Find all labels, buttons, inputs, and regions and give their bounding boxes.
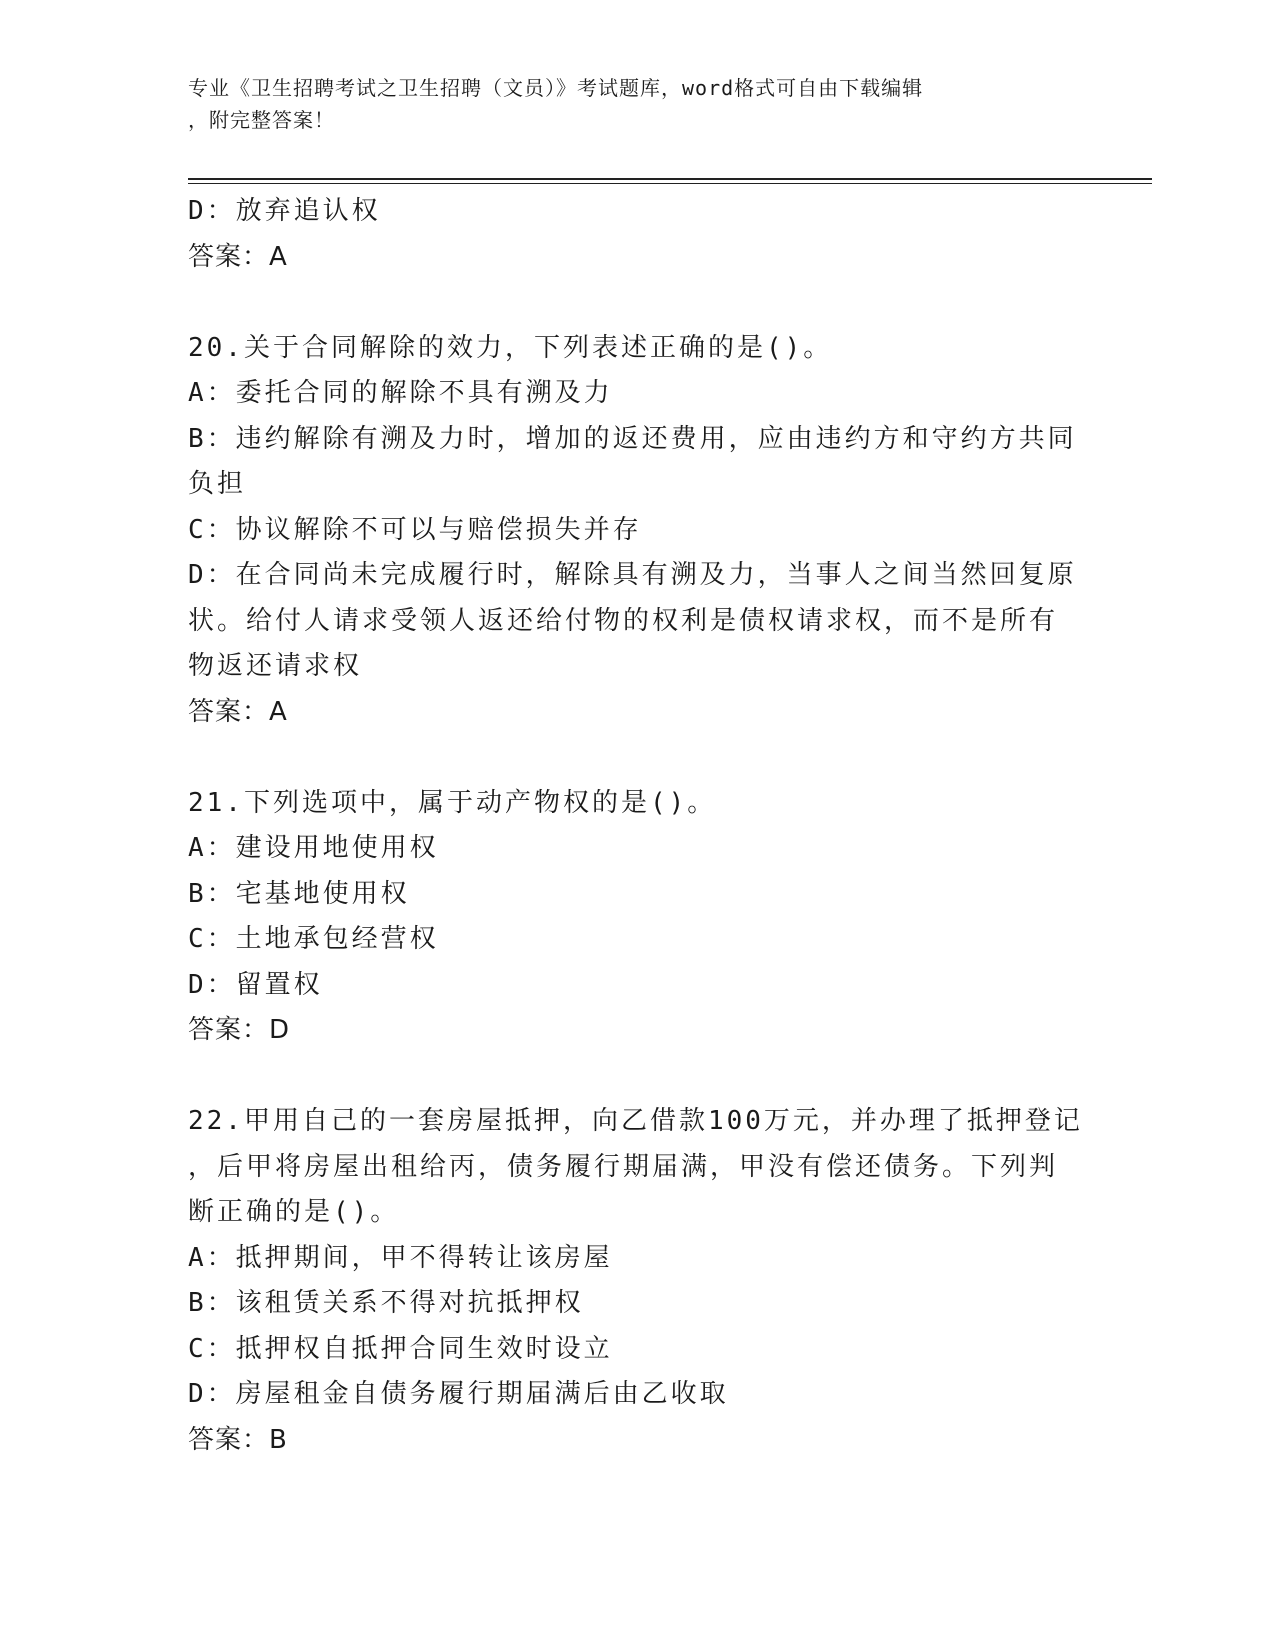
option-a: A：建设用地使用权 — [188, 833, 439, 863]
option-b: B：宅基地使用权 — [188, 878, 410, 909]
document-header — [188, 72, 1068, 136]
answer-line: 答案：D — [188, 1015, 291, 1045]
header-divider-thin — [188, 183, 1152, 184]
spacer — [188, 735, 1088, 781]
document-body — [188, 189, 1088, 1463]
question-22 — [188, 1099, 1088, 1463]
option-d: D：在合同尚未完成履行时，解除具有溯及力，当事人之间当然回复原 — [188, 560, 1077, 590]
option-d: D：房屋租金自债务履行期届满后由乙收取 — [188, 1379, 729, 1409]
question-stem: 21.下列选项中，属于动产物权的是()。 — [188, 787, 717, 818]
answer-line: 答案：A — [188, 696, 288, 727]
header-divider-thick — [188, 178, 1152, 180]
spacer — [188, 280, 1088, 326]
answer-line: 答案：B — [188, 1424, 288, 1455]
header-line-2: ，附完整答案！ — [188, 108, 335, 132]
option-b: B：该租赁关系不得对抗抵押权 — [188, 1288, 584, 1318]
question-stem: 22.甲用自己的一套房屋抵押，向乙借款100万元，并办理了抵押登记 — [188, 1106, 1083, 1136]
option-c: C：抵押权自抵押合同生效时设立 — [188, 1333, 613, 1364]
option-d-continued: 物返还请求权 — [188, 651, 363, 681]
previous-question-tail — [188, 189, 1088, 280]
option-b-continued: 负担 — [188, 469, 247, 499]
question-21 — [188, 781, 1088, 1054]
option-a: A：抵押期间，甲不得转让该房屋 — [188, 1242, 613, 1273]
header-line-1: 专业《卫生招聘考试之卫生招聘（文员）》考试题库，word格式可自由下载编辑 — [188, 76, 924, 100]
option-a: A：委托合同的解除不具有溯及力 — [188, 378, 613, 408]
question-stem-continued: 断正确的是()。 — [188, 1197, 400, 1227]
option-c: C：协议解除不可以与赔偿损失并存 — [188, 514, 642, 545]
spacer — [188, 1054, 1088, 1100]
option-b: B：违约解除有溯及力时，增加的返还费用，应由违约方和守约方共同 — [188, 423, 1077, 454]
option-d-continued: 状。给付人请求受领人返还给付物的权利是债权请求权，而不是所有 — [188, 605, 1059, 636]
answer-line: 答案：A — [188, 241, 288, 272]
option-c: C：土地承包经营权 — [188, 924, 439, 954]
question-stem: 20.关于合同解除的效力，下列表述正确的是()。 — [188, 332, 833, 363]
question-20 — [188, 326, 1088, 736]
question-stem-continued: ，后甲将房屋出租给丙，债务履行期届满，甲没有偿还债务。下列判 — [188, 1151, 1059, 1182]
option-d: D：留置权 — [188, 969, 323, 1000]
option-d: D：放弃追认权 — [188, 196, 381, 226]
